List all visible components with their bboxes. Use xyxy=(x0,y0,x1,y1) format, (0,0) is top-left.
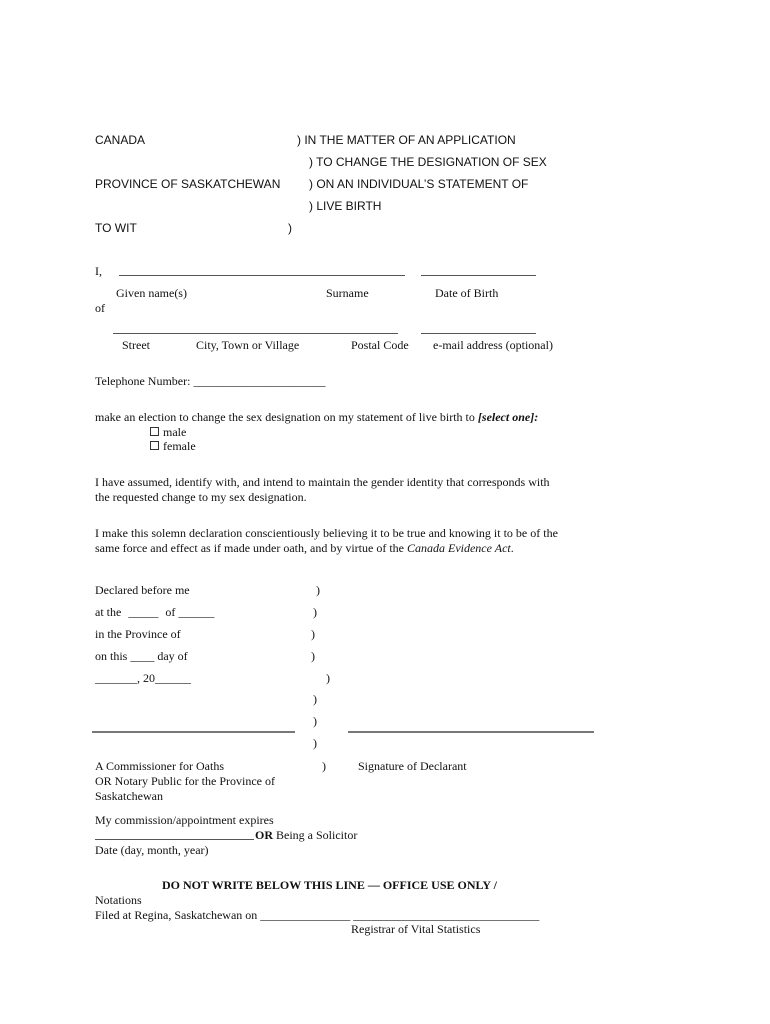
date-label: Date (day, month, year) xyxy=(95,843,209,857)
commissioner-line-3: Saskatchewan xyxy=(95,789,163,803)
matter-line-1: ) IN THE MATTER OF AN APPLICATION xyxy=(297,133,516,147)
at-blank-2[interactable]: ______ xyxy=(178,605,215,619)
registrar-label: Registrar of Vital Statistics xyxy=(351,922,481,936)
filed-at-line[interactable]: Filed at Regina, Saskatchewan on _______________ _______________________________ xyxy=(95,908,540,922)
solemn-line-2 xyxy=(95,541,514,555)
name-field-line[interactable] xyxy=(119,275,405,276)
province-label: PROVINCE OF SASKATCHEWAN xyxy=(95,177,281,191)
solicitor-label: Being a Solicitor xyxy=(273,828,358,842)
matter-line-2: ) TO CHANGE THE DESIGNATION OF SEX xyxy=(309,155,547,169)
male-label: male xyxy=(163,425,187,439)
declared-paren-7: ) xyxy=(313,714,317,728)
solemn-line-1: I make this solemn declaration conscientiously believing it to be true and knowing it to be of the xyxy=(95,526,558,540)
declared-paren-4: ) xyxy=(311,649,315,663)
at-the-label: at the xyxy=(95,605,122,619)
female-checkbox[interactable] xyxy=(150,441,159,450)
given-names-label: Given name(s) xyxy=(116,286,187,300)
city-label: City, Town or Village xyxy=(196,338,300,352)
i-label: I, xyxy=(95,264,102,278)
at-blank-1[interactable]: _____ xyxy=(128,605,159,619)
street-label: Street xyxy=(122,338,150,352)
declared-before-me: Declared before me xyxy=(95,583,190,597)
of-label: of xyxy=(95,301,105,315)
declarant-label: Signature of Declarant xyxy=(358,759,467,773)
declared-paren-6: ) xyxy=(313,692,317,706)
identity-line-2: the requested change to my sex designation. xyxy=(95,490,307,504)
or-word: OR xyxy=(255,828,273,842)
commission-expiry-line[interactable] xyxy=(95,839,254,840)
dob-field-line[interactable] xyxy=(421,275,536,276)
matter-line-4: ) LIVE BIRTH xyxy=(309,199,382,213)
commissioner-signature-line[interactable] xyxy=(92,731,295,733)
to-wit-label: TO WIT xyxy=(95,221,137,235)
matter-paren: ) xyxy=(288,221,292,235)
address-field-line[interactable] xyxy=(113,333,398,334)
declared-paren-8: ) xyxy=(313,736,317,750)
declared-paren-3: ) xyxy=(311,627,315,641)
election-text: make an election to change the sex designation on my statement of live birth to xyxy=(95,410,478,424)
commission-expires: My commission/appointment expires xyxy=(95,813,274,827)
email-field-line[interactable] xyxy=(421,333,536,334)
commissioner-line-2: OR Notary Public for the Province of xyxy=(95,774,275,788)
declarant-signature-line[interactable] xyxy=(348,731,594,733)
surname-label: Surname xyxy=(326,286,369,300)
on-this-day[interactable]: on this ____ day of xyxy=(95,649,188,663)
declared-paren-1: ) xyxy=(316,583,320,597)
option-female[interactable] xyxy=(150,439,196,453)
option-male[interactable] xyxy=(150,425,186,439)
female-label: female xyxy=(163,439,196,453)
select-one-label: [select one]: xyxy=(477,410,539,424)
solicitor-line xyxy=(255,828,357,842)
declared-paren-5: ) xyxy=(326,671,330,685)
signature-paren: ) xyxy=(322,759,326,773)
notations-label: Notations xyxy=(95,893,142,907)
male-checkbox[interactable] xyxy=(150,427,159,436)
postal-code-label: Postal Code xyxy=(351,338,409,352)
solemn-text: same force and effect as if made under oath, and by virtue of the xyxy=(95,541,407,555)
office-use-heading: DO NOT WRITE BELOW THIS LINE — OFFICE USE ONLY / xyxy=(162,878,497,892)
matter-line-3: ) ON AN INDIVIDUAL’S STATEMENT OF xyxy=(309,177,529,191)
declared-paren-2: ) xyxy=(313,605,317,619)
telephone-field[interactable]: Telephone Number: ______________________ xyxy=(95,374,326,388)
date-of-birth-label: Date of Birth xyxy=(435,286,499,300)
of-word: of xyxy=(165,605,176,619)
in-province: in the Province of xyxy=(95,627,181,641)
year-field[interactable]: _______, 20______ xyxy=(95,671,191,685)
commissioner-line-1: A Commissioner for Oaths xyxy=(95,759,224,773)
act-name: Canada Evidence Act xyxy=(406,541,511,555)
at-the-line xyxy=(95,605,214,619)
election-statement xyxy=(95,410,538,424)
identity-line-1: I have assumed, identify with, and intend to maintain the gender identity that corresponds with xyxy=(95,475,550,489)
email-label: e-mail address (optional) xyxy=(433,338,553,352)
solemn-period: . xyxy=(510,541,514,555)
canada-label: CANADA xyxy=(95,133,146,147)
